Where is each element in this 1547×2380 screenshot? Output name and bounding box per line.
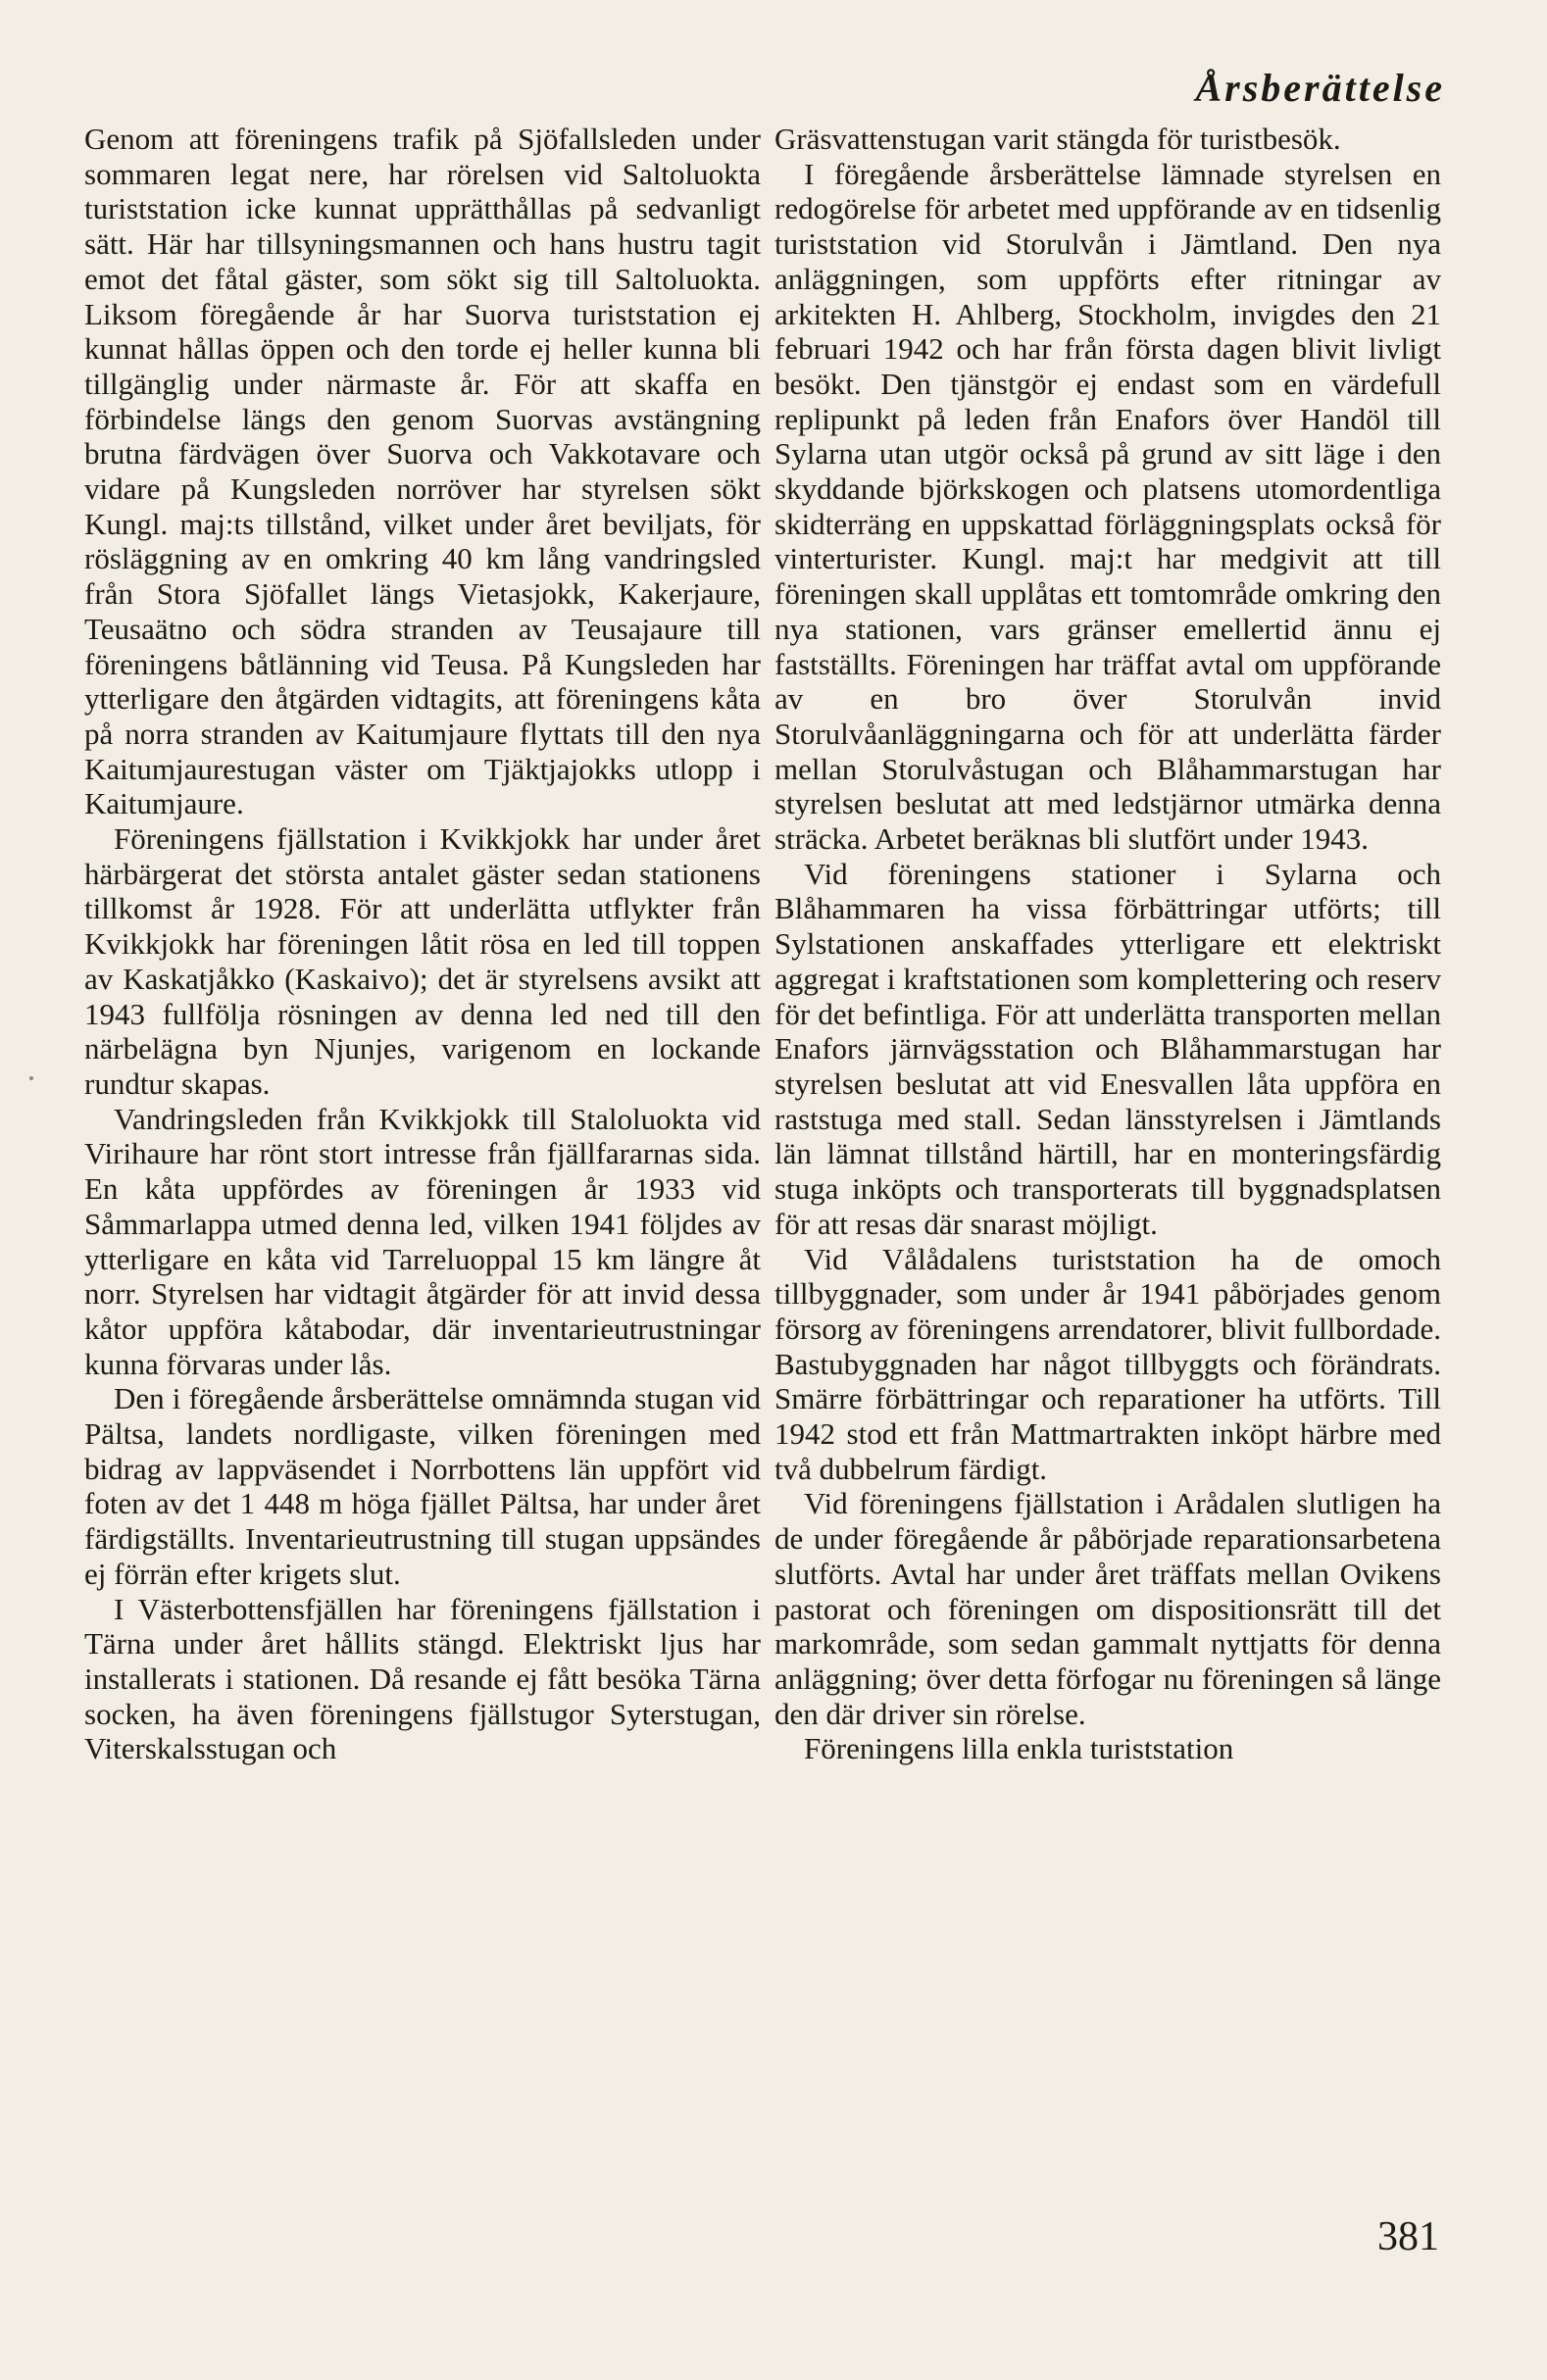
paragraph: Gräsvattenstugan varit stängda för turistbesök. — [774, 122, 1341, 156]
paragraph: Den i föregående årsberättelse omnämnda stugan vid Pältsa, landets nordligaste, vilken föreningen med bidrag av lappväsendet i Norrbottens län uppfört vid foten av det 1 448 m höga fjället Pältsa, har under året färdigställts. Inventarieutrustning till stugan uppsändes ej förrän efter krigets slut. — [84, 1381, 761, 1591]
running-header: Årsberättelse — [1195, 66, 1445, 110]
paragraph: Vid föreningens stationer i Sylarna och Blåhammaren ha vissa förbättringar utförts; till Sylstationen anskaffades ytterligare ett elektriskt aggregat i kraftstationen som komplettering och reserv för det befintliga. För att underlätta transporten mellan Enafors järnvägsstation och Blåhammarstugan har styrelsen beslutat att vid Enesvallen låta uppföra en raststuga med stall. Sedan länsstyrelsen i Jämtlands län lämnat tillstånd härtill, har en monteringsfärdig stuga inköpts och transporterats till byggnadsplatsen för att resas där snarast möjligt. — [774, 856, 1441, 1241]
paragraph: Genom att föreningens trafik på Sjöfallsleden under sommaren legat nere, har rörelsen vid Saltoluokta turiststation icke kunnat upprätthållas på sedvanligt sätt. Här har tillsyningsmannen och hans hustru tagit emot det fåtal gäster, som sökt sig till Saltoluokta. Liksom föregående år har Suorva turiststation ej kunnat hållas öppen och den torde ej heller kunna bli tillgänglig under närmaste år. För att skaffa en förbindelse längs den genom Suorvas avstängning brutna färdvägen över Suorva och Vakkotavare och vidare på Kungsleden norröver har styrelsen sökt Kungl. maj:ts tillstånd, vilket under året beviljats, för rösläggning av en omkring 40 km lång vandringsled från Stora Sjöfallet längs Vietasjokk, Kakerjaure, Teusaätno och södra stranden av Teusajaure till föreningens båtlänning vid Teusa. På Kungsleden har ytterligare den åtgärden vidtagits, att föreningens kåta på norra stranden av Kaitumjaure flyttats till den nya Kaitumjaurestugan väster om Tjäktjajokks utlopp i Kaitumjaure. — [84, 122, 761, 821]
print-speck — [29, 1076, 33, 1080]
right-text-column — [774, 122, 1441, 1766]
paragraph: Föreningens lilla enkla turiststation — [804, 1731, 1234, 1766]
paragraph: Vid föreningens fjällstation i Arådalen slutligen ha de under föregående år påbörjade reparationsarbetena slutförts. Avtal har under året träffats mellan Ovikens pastorat och föreningen om dispositionsrätt till det markområde, som sedan gammalt nyttjatts för denna anläggning; över detta förfogar nu föreningen så länge den där driver sin rörelse. — [774, 1486, 1441, 1731]
left-text-column — [84, 122, 761, 1766]
paragraph: Vid Vålådalens turiststation ha de omoch tillbyggnader, som under år 1941 påbörjades genom försorg av föreningens arrendatorer, blivit fullbordade. Bastubyggnaden har något tillbyggts och förändrats. Smärre förbättringar och reparationer ha utförts. Till 1942 stod ett från Mattmartrakten inköpt härbre med två dubbelrum färdigt. — [774, 1241, 1441, 1486]
paragraph: I föregående årsberättelse lämnade styrelsen en redogörelse för arbetet med uppförande av en tidsenlig turiststation vid Storulvån i Jämtland. Den nya anläggningen, som uppförts efter ritningar av arkitekten H. Ahlberg, Stockholm, invigdes den 21 februari 1942 och har från första dagen blivit livligt besökt. Den tjänstgör ej endast som en värdefull replipunkt på leden från Enafors över Handöl till Sylarna utan utgör också på grund av sitt läge i den skyddande björkskogen och platsens utomordentliga skidterräng en uppskattad förläggningsplats också för vinterturister. Kungl. maj:t har medgivit att till föreningen skall upplåtas ett tomtområde omkring den nya stationen, vars gränser emellertid ännu ej fastställts. Föreningen har träffat avtal om uppförande av en bro över Storulvån invid Storulvåanläggningarna och för att underlätta färder mellan Storulvåstugan och Blåhammarstugan har styrelsen beslutat att med ledstjärnor utmärka denna sträcka. Arbetet beräknas bli slutfört under 1943. — [774, 156, 1441, 857]
paragraph: Vandringsleden från Kvikkjokk till Staloluokta vid Virihaure har rönt stort intresse från fjällfararnas sida. En kåta uppfördes av föreningen år 1933 vid Såmmarlappa utmed denna led, vilken 1941 följdes av ytterligare en kåta vid Tarreluoppal 15 km längre åt norr. Styrelsen har vidtagit åtgärder för att invid dessa kåtor uppföra kåtabodar, där inventarieutrustningar kunna förvaras under lås. — [84, 1101, 761, 1381]
paragraph: Föreningens fjällstation i Kvikkjokk har under året härbärgerat det största antalet gäster sedan stationens tillkomst år 1928. För att underlätta utflykter från Kvikkjokk har föreningen låtit rösa en led till toppen av Kaskatjåkko (Kaskaivo); det är styrelsens avsikt att 1943 fullfölja rösningen av denna led ned till den närbelägna byn Njunjes, varigenom en lockande rundtur skapas. — [84, 821, 761, 1101]
page-number: 381 — [1377, 2214, 1439, 2259]
paragraph: I Västerbottensfjällen har föreningens fjällstation i Tärna under året hållits stängd. Elektriskt ljus har installerats i stationen. Då resande ej fått besöka Tärna socken, ha även föreningens fjällstugor Syterstugan, Viterskalsstugan och — [84, 1591, 761, 1766]
